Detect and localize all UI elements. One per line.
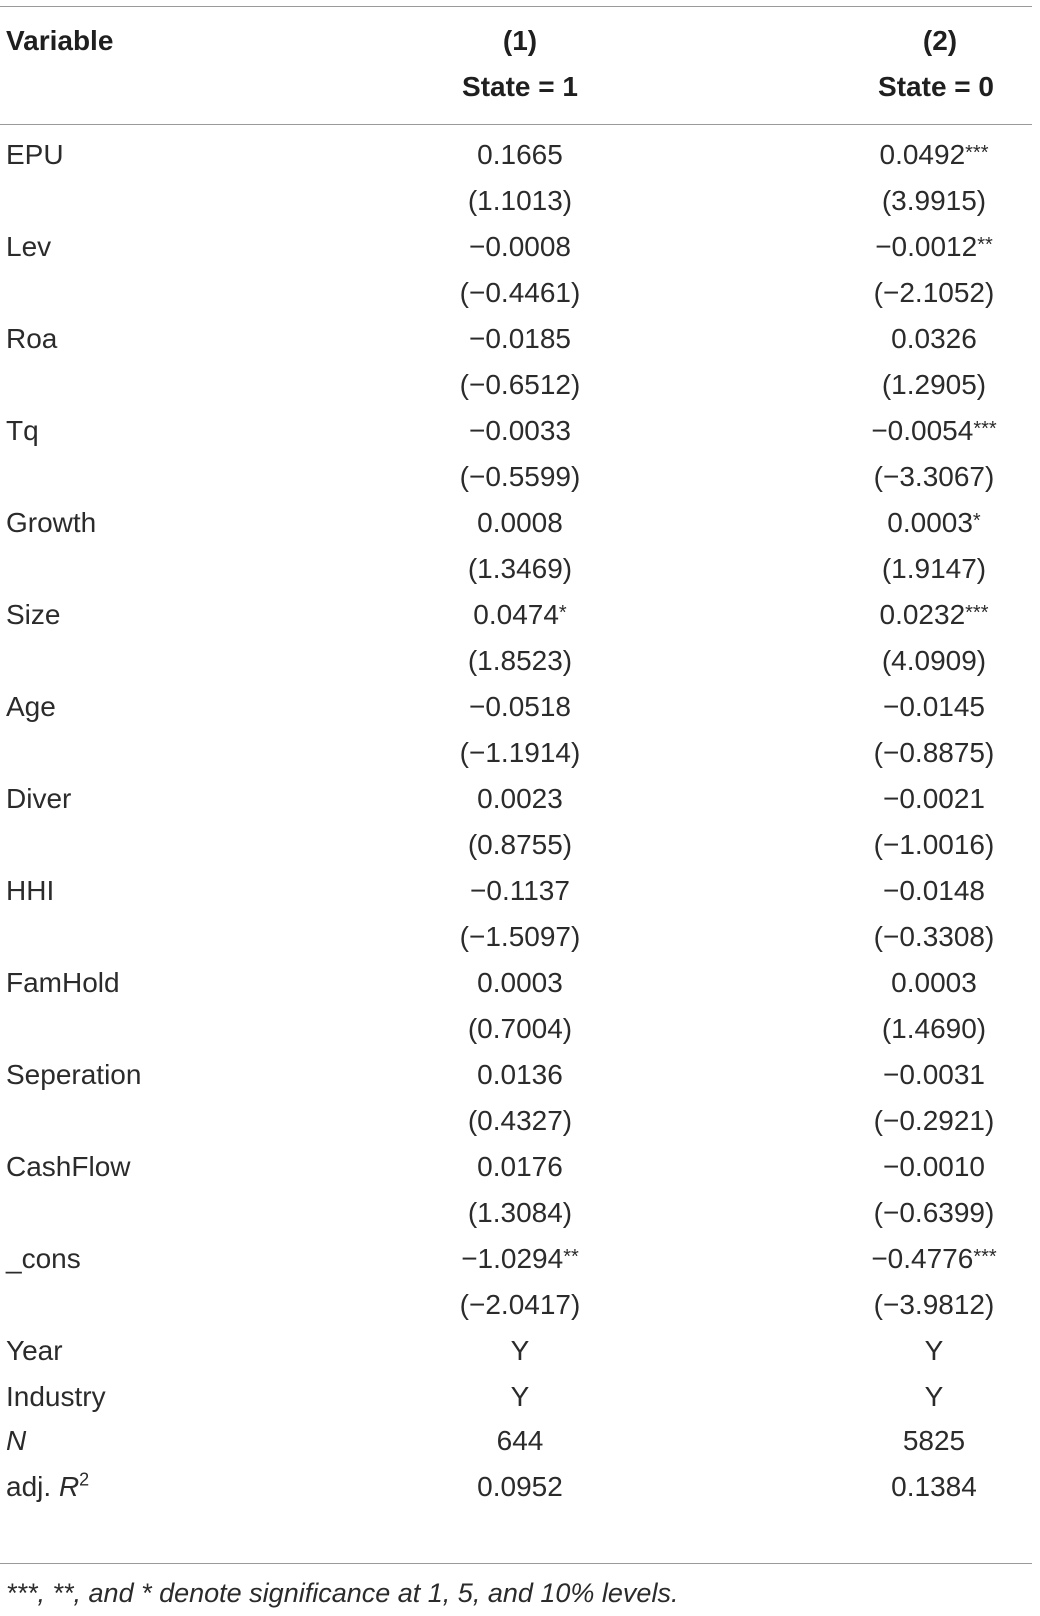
col1-number: 0.1665 [477,139,563,170]
col1-number: (−1.1914) [459,737,581,768]
col1-number: 0.0008 [477,507,563,538]
header-col2-label: State = 0 [878,71,994,102]
significance-stars: ** [563,1246,579,1268]
col2-number: −0.4776 [871,1243,974,1274]
table-top-rule [0,6,1032,7]
col1-number: −0.0033 [469,415,571,446]
col1-value [422,460,618,494]
col1-value [422,782,618,816]
col2-value [836,1150,1032,1184]
header-col2-number: (2) [922,25,958,56]
col1-number: (0.4327) [467,1105,573,1136]
col2-number: (−0.2921) [873,1105,995,1136]
row-label: Growth [6,507,97,538]
col1-number: Y [510,1335,530,1366]
col2-number: (3.9915) [881,185,987,216]
row-label: Year [6,1335,63,1366]
significance-stars: * [558,602,567,624]
col2-value [836,1288,1032,1322]
row-label: HHI [6,875,55,906]
col1-value [422,966,618,1000]
col2-value [836,138,1032,172]
col1-number: (−0.6512) [459,369,581,400]
col2-value [836,828,1032,862]
row-label: Diver [6,783,72,814]
row-label: Age [6,691,56,722]
col2-value [836,1242,1032,1276]
col2-number: (1.2905) [881,369,987,400]
col1-value: 644 [496,1425,544,1456]
col1-number: 0.0176 [477,1151,563,1182]
col1-value: 0.0952 [477,1471,563,1502]
col2-number: −0.0031 [883,1059,985,1090]
col2-value: 0.1384 [891,1471,977,1502]
col1-value [422,1380,618,1414]
row-label [6,1470,89,1504]
col2-number: 0.0003 [891,967,977,998]
col1-value [422,1104,618,1138]
significance-stars: *** [965,142,989,164]
col1-value [422,368,618,402]
col1-number: 0.0136 [477,1059,563,1090]
col1-number: Y [510,1381,530,1412]
table-footnote: ***, **, and * denote significance at 1, 5, and 10% levels. [6,1578,679,1608]
col2-number: (1.9147) [881,553,987,584]
col1-number: (0.8755) [467,829,573,860]
col2-number: (4.0909) [881,645,987,676]
col2-number: Y [924,1381,944,1412]
col1-number: (−1.5097) [459,921,581,952]
col2-value: 5825 [902,1425,966,1456]
col2-value [836,460,1032,494]
col2-value [836,1012,1032,1046]
col2-value [836,1196,1032,1230]
col2-value [836,920,1032,954]
col1-value [422,230,618,264]
header-col1-number: (1) [502,25,538,56]
col1-number: −1.0294 [461,1243,564,1274]
row-label: Size [6,599,61,630]
col2-number: −0.0145 [883,691,985,722]
row-label: Roa [6,323,58,354]
col2-value [836,874,1032,908]
col1-value [422,276,618,310]
col2-value [836,184,1032,218]
col1-value [422,644,618,678]
col2-number: −0.0012 [875,231,978,262]
row-label-prefix: adj. [6,1471,59,1502]
col2-number: −0.0010 [883,1151,985,1182]
col1-value [422,736,618,770]
col1-number: −0.0518 [469,691,571,722]
col1-value [422,690,618,724]
col2-value [836,782,1032,816]
col1-value [422,506,618,540]
col2-number: 0.0232 [879,599,966,630]
col2-value [836,966,1032,1000]
row-label: Industry [6,1381,106,1412]
col1-value [422,920,618,954]
row-label: Seperation [6,1059,142,1090]
col1-value [422,1196,618,1230]
col1-number: −0.0008 [469,231,571,262]
col2-value [836,598,1032,632]
significance-stars: *** [973,1246,997,1268]
col2-number: (−0.8875) [873,737,995,768]
col1-number: −0.1137 [470,875,570,906]
col2-number: (−1.0016) [873,829,995,860]
col2-value [836,322,1032,356]
col1-number: 0.0023 [477,783,563,814]
col1-number: (1.3469) [467,553,573,584]
row-label: Tq [6,415,39,446]
header-variable: Variable [6,25,114,56]
col2-number: (−2.1052) [873,277,995,308]
col1-value [422,1150,618,1184]
col1-value [422,598,618,632]
col2-number: −0.0148 [883,875,985,906]
row-label-superscript: 2 [79,1469,90,1490]
col2-value [836,690,1032,724]
col2-number: (−3.3067) [873,461,995,492]
col1-value [422,184,618,218]
col2-value [836,736,1032,770]
col2-number: (−0.6399) [873,1197,995,1228]
row-label: _cons [6,1243,81,1274]
col2-number: (−0.3308) [873,921,995,952]
col1-value [422,874,618,908]
row-label: FamHold [6,967,120,998]
row-label: Lev [6,231,52,262]
col2-value [836,1058,1032,1092]
col1-value [422,1012,618,1046]
col2-value [836,414,1032,448]
col2-value [836,276,1032,310]
col1-value [422,414,618,448]
significance-stars: *** [973,418,997,440]
col2-number: 0.0003 [887,507,973,538]
col2-value [836,230,1032,264]
significance-stars: *** [965,602,989,624]
col1-number: 0.0003 [477,967,563,998]
col2-value [836,506,1032,540]
significance-stars: ** [977,234,993,256]
col2-number: (1.4690) [881,1013,987,1044]
col1-number: (1.8523) [467,645,573,676]
row-label: EPU [6,139,64,170]
col2-number: −0.0054 [871,415,974,446]
table-header-rule [0,124,1032,125]
col2-value [836,552,1032,586]
col1-number: 0.0474 [473,599,559,630]
col1-value [422,1242,618,1276]
col1-number: −0.0185 [469,323,571,354]
col1-value [422,828,618,862]
col2-value [836,1104,1032,1138]
col1-value [422,1288,618,1322]
col1-number: (0.7004) [467,1013,573,1044]
col2-number: (−3.9812) [873,1289,995,1320]
col2-number: 0.0492 [879,139,966,170]
col2-number: Y [924,1335,944,1366]
col1-number: (1.1013) [467,185,573,216]
col2-value [836,368,1032,402]
col1-value [422,1058,618,1092]
row-label: N [6,1425,27,1456]
row-label: CashFlow [6,1151,131,1182]
col2-value [836,1334,1032,1368]
col2-value [836,644,1032,678]
table-bottom-rule [0,1563,1032,1564]
col1-number: (−0.4461) [459,277,581,308]
significance-stars: * [972,510,981,532]
col1-value [422,552,618,586]
col1-value [422,1334,618,1368]
header-col1-label: State = 1 [462,71,578,102]
col1-number: (1.3084) [467,1197,573,1228]
col1-value [422,322,618,356]
col1-number: (−0.5599) [459,461,581,492]
col1-value [422,138,618,172]
col2-number: −0.0021 [883,783,985,814]
row-label-italic: R [58,1471,80,1502]
col1-number: (−2.0417) [459,1289,581,1320]
col2-number: 0.0326 [891,323,977,354]
col2-value [836,1380,1032,1414]
